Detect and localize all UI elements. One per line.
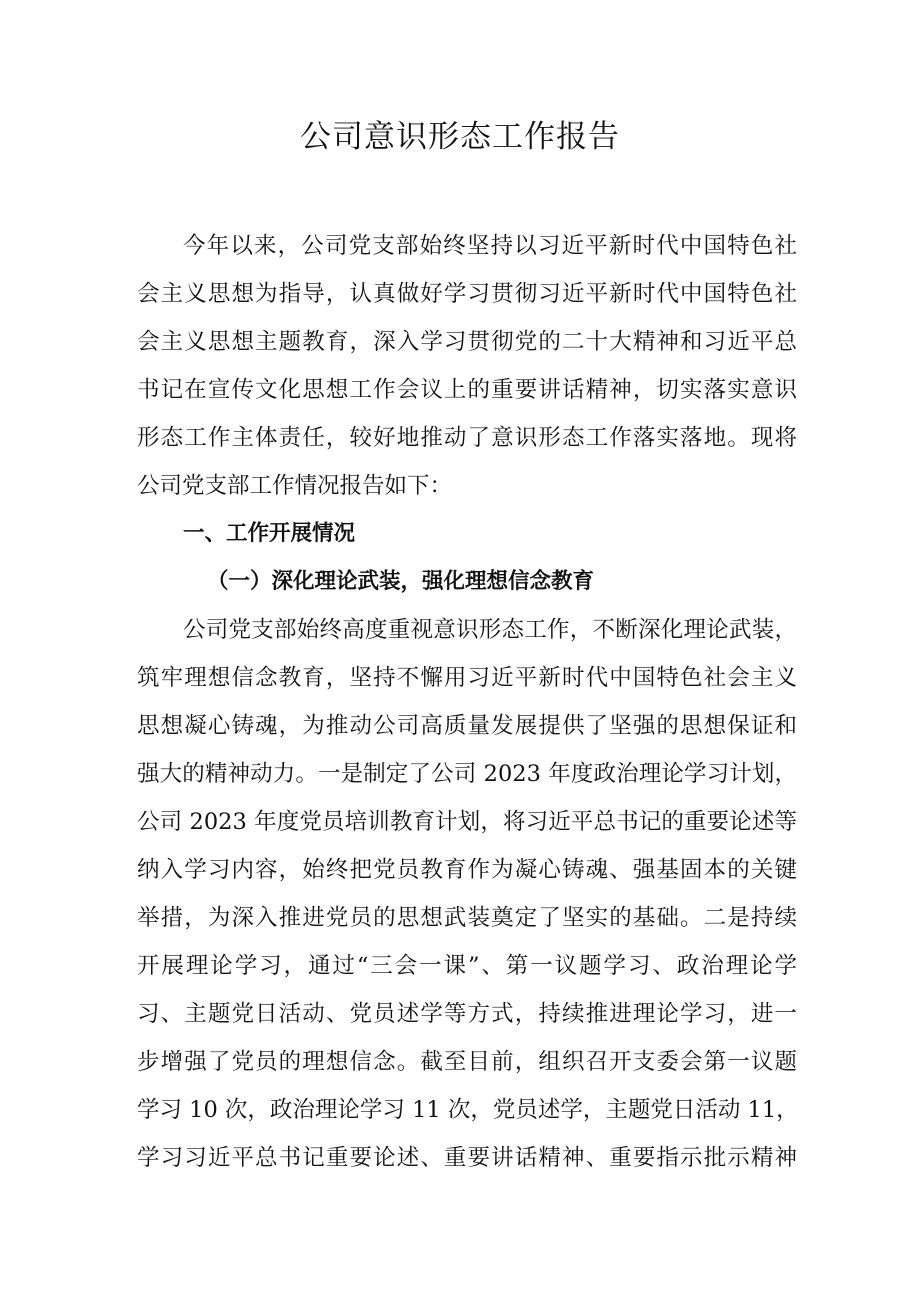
paragraph-line: 形态工作主体责任，较好地推动了意识形态工作落实落地。现将 <box>137 425 797 451</box>
paragraph-line: 今年以来，公司党支部始终坚持以习近平新时代中国特色社 <box>183 233 797 259</box>
paragraph-line: 会主义思想主题教育，深入学习贯彻党的二十大精神和习近平总 <box>137 329 797 355</box>
paragraph-line: 习、主题党日活动、党员述学等方式，持续推进理论学习，进一 <box>137 1001 797 1027</box>
paragraph-line: 筑牢理想信念教育，坚持不懈用习近平新时代中国特色社会主义 <box>137 665 797 691</box>
paragraph-line: 开展理论学习，通过“三会一课”、第一议题学习、政治理论学 <box>137 953 797 979</box>
paragraph-line: 学习习近平总书记重要论述、重要讲话精神、重要指示批示精神 <box>137 1145 797 1171</box>
paragraph-line: 公司党支部始终高度重视意识形态工作，不断深化理论武装， <box>183 617 797 643</box>
paragraph-line: 会主义思想为指导，认真做好学习贯彻习近平新时代中国特色社 <box>137 281 797 307</box>
section-heading: 一、工作开展情况 <box>183 521 356 546</box>
document-title: 公司意识形态工作报告 <box>300 119 620 155</box>
paragraph-line: 举措，为深入推进党员的思想武装奠定了坚实的基础。二是持续 <box>137 905 797 931</box>
paragraph-line: 公司 2023 年度党员培训教育计划，将习近平总书记的重要论述等 <box>137 809 797 835</box>
paragraph-line: 学习 10 次，政治理论学习 11 次，党员述学，主题党日活动 11， <box>137 1097 799 1123</box>
paragraph-line: 纳入学习内容，始终把党员教育作为凝心铸魂、强基固本的关键 <box>137 857 797 883</box>
paragraph-line: 强大的精神动力。一是制定了公司 2023 年度政治理论学习计划， <box>137 761 797 787</box>
paragraph-line: 书记在宣传文化思想工作会议上的重要讲话精神，切实落实意识 <box>137 377 797 403</box>
paragraph-line: 步增强了党员的理想信念。截至目前，组织召开支委会第一议题 <box>137 1049 797 1075</box>
paragraph-line: 思想凝心铸魂，为推动公司高质量发展提供了坚强的思想保证和 <box>137 713 797 739</box>
paragraph-line: 公司党支部工作情况报告如下： <box>137 473 453 499</box>
document-body <box>137 222 797 1182</box>
subsection-heading: （一）深化理论武装，强化理想信念教育 <box>207 569 595 594</box>
